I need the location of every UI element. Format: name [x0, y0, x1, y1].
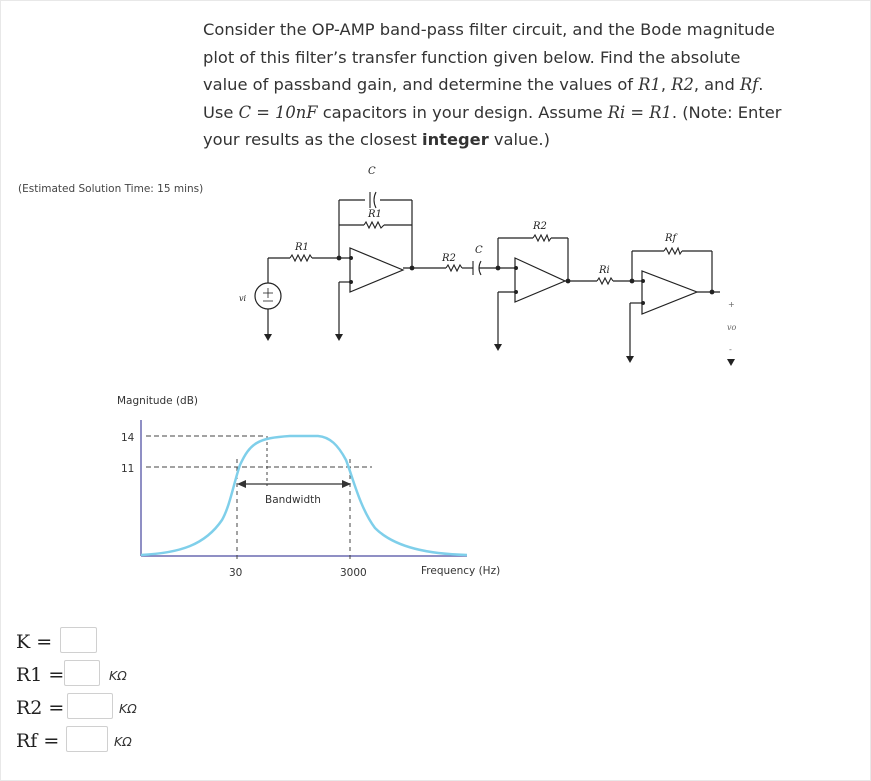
capacitance-value: C = 10nF: [238, 102, 318, 122]
resistor-ri-icon: [597, 278, 613, 284]
r2-unit: KΩ: [119, 701, 137, 716]
label-vo-minus: -: [729, 345, 732, 354]
y-axis-label: Magnitude (dB): [117, 395, 199, 407]
label-r2-input: R2: [442, 253, 456, 264]
resistor-r2-input-icon: [446, 265, 462, 271]
bandwidth-arrow-left-icon: [237, 480, 246, 488]
rf-symbol: Rf: [739, 75, 759, 94]
rf-input[interactable]: [66, 726, 108, 752]
estimated-time: (Estimated Solution Time: 15 mins): [18, 183, 204, 195]
r2-symbol: R2: [671, 75, 694, 94]
k-symbol: K =: [16, 631, 53, 653]
resistor-r1-input-icon: [290, 255, 312, 261]
label-vo-plus: +: [728, 300, 735, 309]
question-line-3-text: value of passband gain, and determine the values of: [203, 75, 639, 94]
resistor-r1-feedback-icon: [364, 222, 384, 228]
ground-arrow-icon: [626, 356, 634, 363]
use-text: Use: [203, 102, 239, 122]
bode-plot: [0, 380, 871, 590]
output-arrow-icon: [727, 359, 735, 366]
label-c-feedback: C: [368, 166, 376, 177]
x-axis-label: Frequency (Hz): [421, 565, 501, 577]
opamp-2-icon: [515, 258, 565, 302]
label-r1-input: R1: [295, 242, 309, 253]
label-c-series: C: [475, 245, 483, 256]
label-r1-feedback: R1: [368, 209, 382, 220]
r1-input[interactable]: [64, 660, 100, 686]
label-ri: Ri: [599, 265, 610, 276]
x-tick-3000: 3000: [340, 567, 367, 579]
r1-answer-symbol: R1 =: [16, 664, 65, 686]
comma: ,: [660, 75, 672, 94]
note-text: . (Note: Enter: [671, 102, 782, 122]
r1-symbol: R1: [638, 75, 661, 94]
question-line-5-end: value.): [488, 130, 550, 149]
opamp-3-icon: [642, 271, 697, 314]
k-input[interactable]: [60, 627, 97, 653]
period: .: [758, 75, 764, 94]
and-text: , and: [693, 75, 740, 94]
question-line-2: plot of this filter’s transfer function given below. Find the absolute: [203, 47, 741, 67]
label-r2-feedback: R2: [533, 221, 547, 232]
ri-assumption: Ri = R1: [607, 102, 672, 122]
r2-input[interactable]: [67, 693, 113, 719]
r2-answer-symbol: R2 =: [16, 697, 65, 719]
question-line-1: Consider the OP-AMP band-pass filter circuit, and the Bode magnitude: [203, 20, 775, 39]
resistor-rf-icon: [664, 248, 682, 254]
r1-unit: KΩ: [109, 668, 127, 683]
resistor-r2-feedback-icon: [533, 235, 551, 241]
question-line-4-text: capacitors in your design. Assume: [317, 102, 608, 122]
ground-arrow-icon: [335, 334, 343, 341]
rf-unit: KΩ: [114, 734, 132, 749]
y-tick-11: 11: [121, 463, 135, 475]
rf-answer-symbol: Rf =: [16, 730, 60, 752]
ground-arrow-icon: [494, 344, 502, 351]
question-line-5-text: your results as the closest: [203, 130, 423, 149]
bandwidth-label: Bandwidth: [265, 494, 321, 506]
ground-arrow-icon: [264, 334, 272, 341]
integer-emphasis: integer: [422, 130, 489, 149]
y-tick-14: 14: [121, 432, 135, 444]
opamp-1-icon: [350, 248, 403, 292]
label-vo: vo: [727, 323, 737, 332]
label-rf: Rf: [665, 233, 677, 244]
label-vi: vi: [239, 294, 247, 303]
x-tick-30: 30: [229, 567, 243, 579]
